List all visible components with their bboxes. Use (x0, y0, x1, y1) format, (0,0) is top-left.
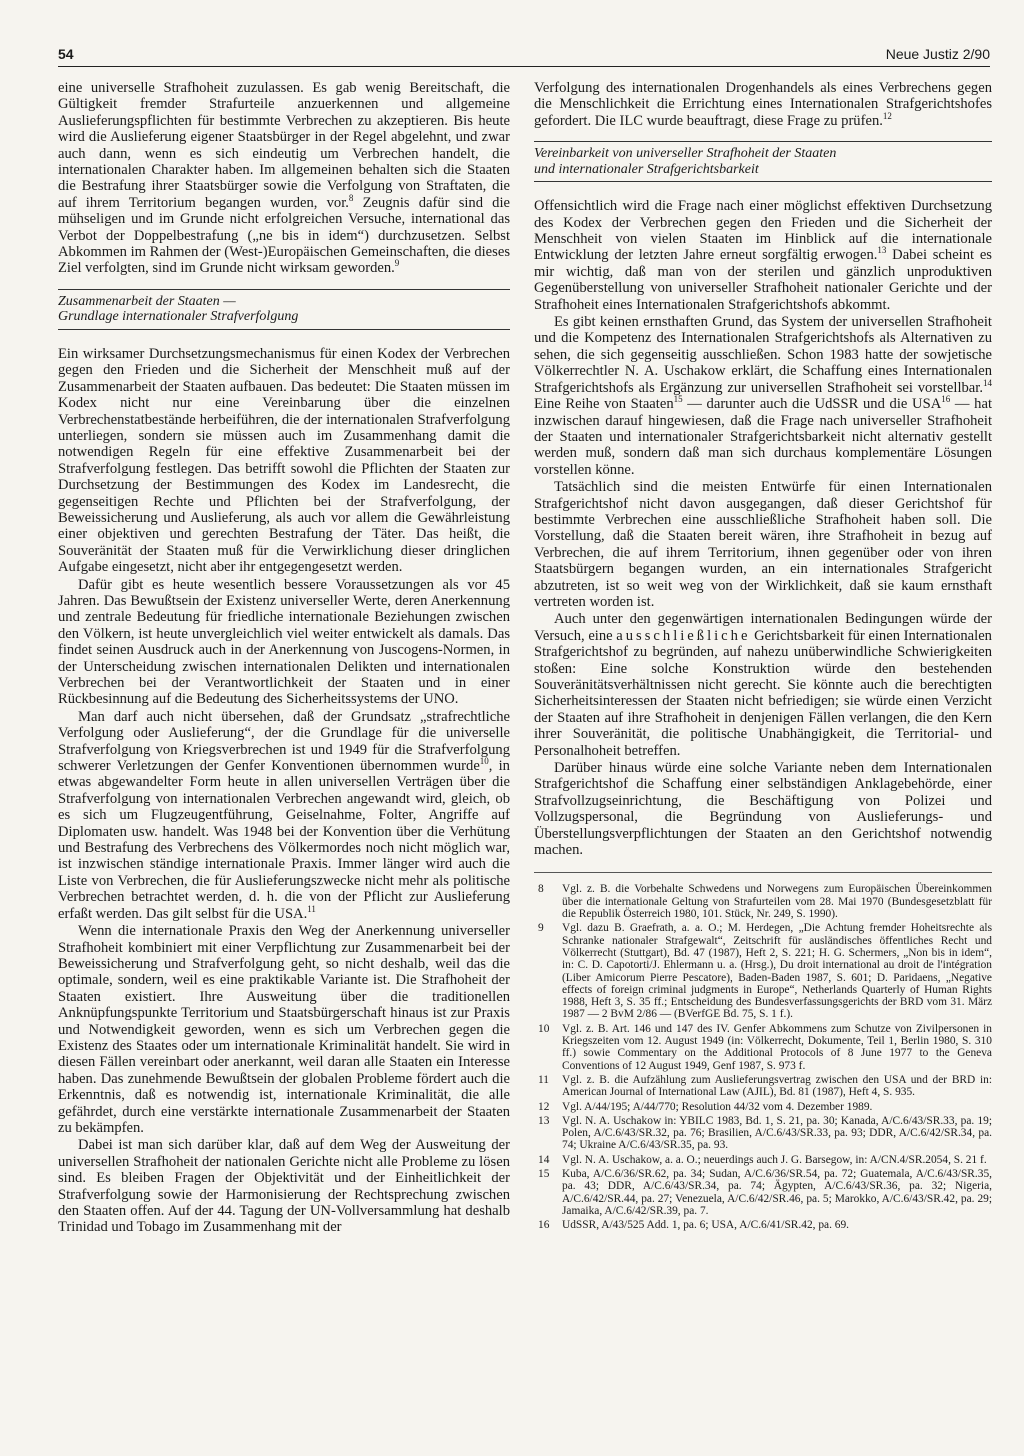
footnote-ref[interactable]: 16 (941, 394, 951, 405)
footnote-ref[interactable]: 11 (307, 903, 316, 914)
footnote-ref[interactable]: 10 (479, 756, 489, 767)
paragraph: Man darf auch nicht übersehen, daß der Grundsatz „strafrechtliche Verfolgung oder Auslieferung“, der die Grundlage für die universelle Strafverfolgung von Kriegsverbrechen ist und 1949 für die Strafverfolgung schwerer Verletzungen der Genfer Konventionen übernommen wurde$^{10}$, in etwas abgewandelter Form heute in allen universellen Verträgen über die Strafverfolgung von internationalen Verbrechen angewandt wird, gleich, ob es sich um Flugzeugentführung, Geiselnahme, Folter, Angriffe auf Diplomaten usw. handelt. Was 1948 bei der Konvention über die Verhütung und Bestrafung des Verbrechens des Völkermordes noch nicht möglich war, ist inzwischen ständige internationale Praxis. Immer länger wird auch die Liste von Verbrechen, die für Auslieferungszwecke nicht mehr als politische Verbrechen betrachtet werden, d. h. die von der Pflicht zur Auslieferung erfaßt werden. Das gilt selbst für die USA.$^{11}$ (58, 708, 510, 922)
footnote: 9 Vgl. dazu B. Graefrath, a. a. O.; M. Herdegen, „Die Achtung fremder Hoheitsrechte als Schranke nationaler Strafgewalt“, Zeitschrift für ausländisches öffentliches Recht und Völkerrecht (Stuttgart), Bd. 47 (1987), Heft 2, S. 221; H. G. Schermers, „Non bis in idem“, in: C. D. Capotorti/J. Ehlermann u. a. (Hrsg.), Du droit international au droit de l'intégration (Liber Amicorum Pierre Pescatore), Baden-Baden 1987, S. 601; D. Paridaens, „Negative effects of foreign criminal judgments in Europe“, Netherlands Quarterly of Human Rights 1988, Heft 3, S. 35 ff.; Entscheidung des Bundesverfassungsgerichts der BRD vom 31. März 1987 — 2 BvM 2/86 — (BVerfGE Bd. 75, S. 1 f.). (538, 922, 992, 1021)
footnote: 10 Vgl. z. B. Art. 146 und 147 des IV. Genfer Abkommens zum Schutze von Zivilpersonen in Kriegszeiten vom 12. August 1949 (in: Völkerrecht, Dokumente, Teil 1, Berlin 1980, S. 310 ff.) sowie Commentary on the Additional Protocols of 8 June 1977 to the Geneva Conventions of 12 August 1949, Genf 1987, S. 973 f. (538, 1022, 992, 1072)
running-header (58, 46, 990, 67)
page-number: 54 (58, 46, 74, 62)
paragraph: Es gibt keinen ernsthaften Grund, das System der universellen Strafhoheit und die Kompetenz des Internationalen Strafgerichtshofs als Alternativen zu sehen, die sich gegenseitig ausschließen. Schon 1983 hatte der sowjetische Völkerrechtler N. A. Uschakow erklärt, die Schaffung eines Internationalen Strafgerichtshofs als Ergänzung zur universellen Strafhoheit sei vorstellbar.$^{14}$ Eine Reihe von Staaten$^{15}$ — darunter auch die UdSSR und die USA$^{16}$ — hat inzwischen darauf hingewiesen, daß die Frage nach universeller Strafhoheit der Staaten und internationaler Strafgerichtsbarkeit nicht alternativ gestellt werden muß, sondern daß man sich durchaus komplementäre Lösungen vorstellen könne. (534, 314, 992, 478)
paragraph: Offensichtlich wird die Frage nach einer möglichst effektiven Durchsetzung des Kodex der Verbrechen gegen den Frieden und die Sicherheit der Menschheit von vielen Staaten im Hinblick auf die internationale Entwicklung der letzten Jahre erneut sorgfältig erwogen.$^{13}$ Dabei scheint es mir wichtig, daß man von der sterilen und gänzlich unproduktiven Gegenüberstellung von universeller Strafhoheit nationaler Gerichte und der Strafhoheit eines Internationalen Strafgerichtshofs abkommt. (534, 198, 992, 313)
footnote: 16 UdSSR, A/43/525 Add. 1, pa. 6; USA, A/C.6/41/SR.42, pa. 69. (538, 1219, 850, 1232)
paragraph: Dabei ist man sich darüber klar, daß auf dem Weg der Ausweitung der universellen Strafhoheit der nationalen Gerichte nicht alle Probleme zu lösen sind. Es bleiben Fragen der Objektivität und der Einheitlichkeit der Strafverfolgung sowie der Harmonisierung der Rechtsprechung zwischen den Staaten offen. Auf der 44. Tagung der UN-Vollversammlung hat deshalb Trinidad und Tobago im Zusammenhang mit der (58, 1137, 510, 1236)
section-heading: Zusammenarbeit der Staaten — Grundlage internationaler Strafverfolgung (58, 289, 510, 330)
paragraph: Verfolgung des internationalen Drogenhandels als eines Verbrechens gegen die Menschlichkeit die Errichtung eines Internationalen Strafgerichtshofes gefordert. Die ILC wurde beauftragt, diese Frage zu prüfen.$^{12}$ (534, 80, 992, 129)
footnote-ref[interactable]: 12 (882, 110, 892, 121)
journal-title: Neue Justiz 2/90 (885, 46, 990, 62)
paragraph: Dafür gibt es heute wesentlich bessere Voraussetzungen als vor 45 Jahren. Das Bewußtsein der Existenz universeller Werte, deren Anerkennung und zentrale Bedeutung für friedliche internationale Beziehungen zwischen den Völkern, ist heute unvergleichlich viel weiter entwickelt als damals. Das findet seinen Ausdruck auch in der Anerkennung von Juscogens-Normen, in der Unterscheidung zwischen internationalen Delikten und internationalen Verbrechen bei der Verantwortlichkeit der Staaten und in einer Rückbesinnung auf die Bedeutung des Sicherheitssystems der UNO. (58, 576, 510, 708)
paragraph: eine universelle Strafhoheit zuzulassen. Es gab wenig Bereitschaft, die Gültigkeit fremder Strafurteile anzuerkennen und allgemeine Auslieferungspflichten für bestimmte Verbrechen zu akzeptieren. Bis heute wird die Auslieferung eigener Staatsbürger in der Regel abgelehnt, und zwar auch dann, wenn es sich eindeutig um Verbrechen handelt, die internationalen Charakter haben. Im allgemeinen behalten sich die Staaten die Bestrafung ihrer Staatsbürger sowie die Verfolgung von Straftaten, die auf ihrem Territorium begangen wurden, vor.$^8$ Zeugnis dafür sind die mühseligen und im Grunde nicht erfolgreichen Versuche, international das Verbot der Doppelbestrafung („ne bis in idem“) durchzusetzen. Selbst Abkommen im Rahmen der (West-)Europäischen Gemeinschaften, die dieses Ziel verfolgten, sind im Grunde nicht wirksam geworden.$^9$ (58, 80, 511, 277)
footnote: 14 Vgl. N. A. Uschakow, a. a. O.; neuerdings auch J. G. Barsegow, in: A/CN.4/SR.2054, S. 21 f. (538, 1153, 987, 1166)
paragraph: Darüber hinaus würde eine solche Variante neben dem Internationalen Strafgerichtshof die Schaffung einer selbständigen Anklagebehörde, einer Strafvollzugseinrichtung, die Beschäftigung von Polizei und Vollzugspersonal, die Begründung von Auslieferungs- und Überstellungsverpflichtungen der Staaten an den Gerichtshof notwendig machen. (534, 760, 992, 859)
paragraph: Tatsächlich sind die meisten Entwürfe für einen Internationalen Strafgerichtshof nicht davon ausgegangen, daß dieser Gerichtshof für bestimmte Verbrechen eine ausschließliche Strafhoheit haben soll. Die Vorstellung, daß die Staaten bereit wären, ihre Strafhoheit in bezug auf Verbrechen, die auf ihrem Territorium, ihnen gegenüber oder von ihren Staatsbürgern begangen wurden, an ein internationales Strafgericht abzutreten, ist so weit weg von der Wirklichkeit, daß sie kaum ernsthaft vertreten worden ist. (534, 479, 992, 610)
footnote: 8 Vgl. z. B. die Vorbehalte Schwedens und Norwegens zum Europäischen Übereinkommen über die internationale Geltung von Strafurteilen vom 28. Mai 1970 (Bundesgesetzblatt für die Republik Österreich 1980, 101. Stück, Nr. 249, S. 1990). (538, 883, 992, 921)
footnote-ref[interactable]: 14 (983, 377, 992, 388)
section-heading: Vereinbarkeit von universeller Strafhoheit der Staaten und internationaler Strafgerichtsbarkeit (534, 141, 992, 182)
emphasis-spaced: ausschließliche (616, 627, 751, 644)
footnote: 13 Vgl. N. A. Uschakow in: YBILC 1983, Bd. 1, S. 21, pa. 30; Kanada, A/C.6/43/SR.33, pa. 19; Polen, A/C.6/43/SR.32, pa. 76; Brasilien, A/C.6/43/SR.33, pa. 93; DDR, A/C.6/42/SR.34, pa. 74; Ukraine A/C.6/43/SR.35, pa. 93. (538, 1114, 992, 1152)
paragraph: Wenn die internationale Praxis den Weg der Anerkennung universeller Strafhoheit kombiniert mit einer Verpflichtung zur Zusammenarbeit bei der Beweissicherung und Strafverfolgung geht, so nicht deshalb, weil das die optimale, sondern, weil es eine praktikable Variante ist. Die Strafhoheit der Staaten existiert. Ihre Ausweitung über die traditionellen Anknüpfungspunkte Territorium und Staatsbürgerschaft hinaus ist zur Praxis und Notwendigkeit geworden, wenn es sich um Verbrechen gegen die Existenz des Staates oder um internationale Kriminalität handelt. Sie wird in diesen Fällen vereinbart oder anerkannt, weil daran alle Staaten ein Interesse haben. Das zunehmende Bewußtsein der globalen Probleme fördert auch die Erkenntnis, daß es notwendig ist, internationale Kriminalität, die alle gefährdet, durch eine verstärkte internationale Zusammenarbeit der Staaten zu bekämpfen. (58, 923, 510, 1136)
paragraph: Ein wirksamer Durchsetzungsmechanismus für einen Kodex der Verbrechen gegen den Frieden und die Sicherheit der Menschheit muß auf der Zusammenarbeit der Staaten aufbauen. Das bedeutet: Die Staaten müssen im Kodex nicht nur eine Vereinbarung über die einzelnen Verbrechenstatbestände herbeiführen, die der internationalen Strafverfolgung unterliegen, sondern sie müssen auch im Zusammenhang damit die notwendigen Regeln für eine effektive Zusammenarbeit bei der Strafverfolgung festlegen. Das betrifft sowohl die Pflichten der Staaten zur Durchsetzung der Bestimmungen des Kodex im Landesrecht, die gegenseitigen Rechte und Pflichten bei der Strafverfolgung, der Beweissicherung und Auslieferung, als auch vor allem die Gewährleistung einer objektiven und gerechten Bestrafung der Täter. Das heißt, die Souveränität der Staaten muß für die Verwirklichung dieser dringlichen Aufgabe eingesetzt, nicht aber ihr entgegengesetzt werden. (58, 345, 510, 576)
footnote-ref[interactable]: 8 (348, 192, 354, 203)
footnote-ref[interactable]: 13 (877, 245, 887, 256)
right-column (534, 80, 992, 1233)
left-column (58, 80, 510, 1237)
footnote: 11 Vgl. z. B. die Aufzählung zum Auslieferungsvertrag zwischen den USA und der BRD in: American Journal of International Law (AJIL), Bd. 81 (1987), Heft 4, S. 935. (538, 1073, 992, 1099)
footnote: 12 Vgl. A/44/195; A/44/770; Resolution 44/32 vom 4. Dezember 1989. (538, 1100, 873, 1113)
footnote: 15 Kuba, A/C.6/36/SR.62, pa. 34; Sudan, A/C.6/36/SR.54, pa. 72; Guatemala, A/C.6/43/SR.35, pa. 43; DDR, A/C.6/43/SR.34, pa. 74; Ägypten, A/C.6/43/SR.36, pa. 32; Nigeria, A/C.6/42/SR.44, pa. 27; Venezuela, A/C.6/42/SR.46, pa. 5; Marokko, A/C.6/43/SR.42, pa. 29; Jamaika, A/C.6/42/SR.39, pa. 7. (538, 1168, 992, 1217)
footnote-ref[interactable]: 9 (394, 258, 400, 269)
footnotes (534, 872, 992, 1231)
paragraph: Auch unter den gegenwärtigen internationalen Bedingungen würde der Versuch, eine ausschließliche Gerichtsbarkeit für einen Internationalen Strafgerichtshof zu begründen, auf nahezu unüberwindliche Schwierigkeiten stoßen: Eine solche Konstruktion würde den bestehenden Souveränitätsverhältnissen nicht gerecht. Sie könnte auch die berechtigten Sicherheitsinteressen der Staaten nicht befriedigen; sie würde einen Verzicht der Staaten auf ihre Strafhoheit in denjenigen Fällen verlangen, die den Kern ihrer Souveränität, die politische Unabhängigkeit, die Territorial- und Personalhoheit betreffen. (534, 611, 992, 759)
footnote-ref[interactable]: 15 (673, 394, 683, 405)
